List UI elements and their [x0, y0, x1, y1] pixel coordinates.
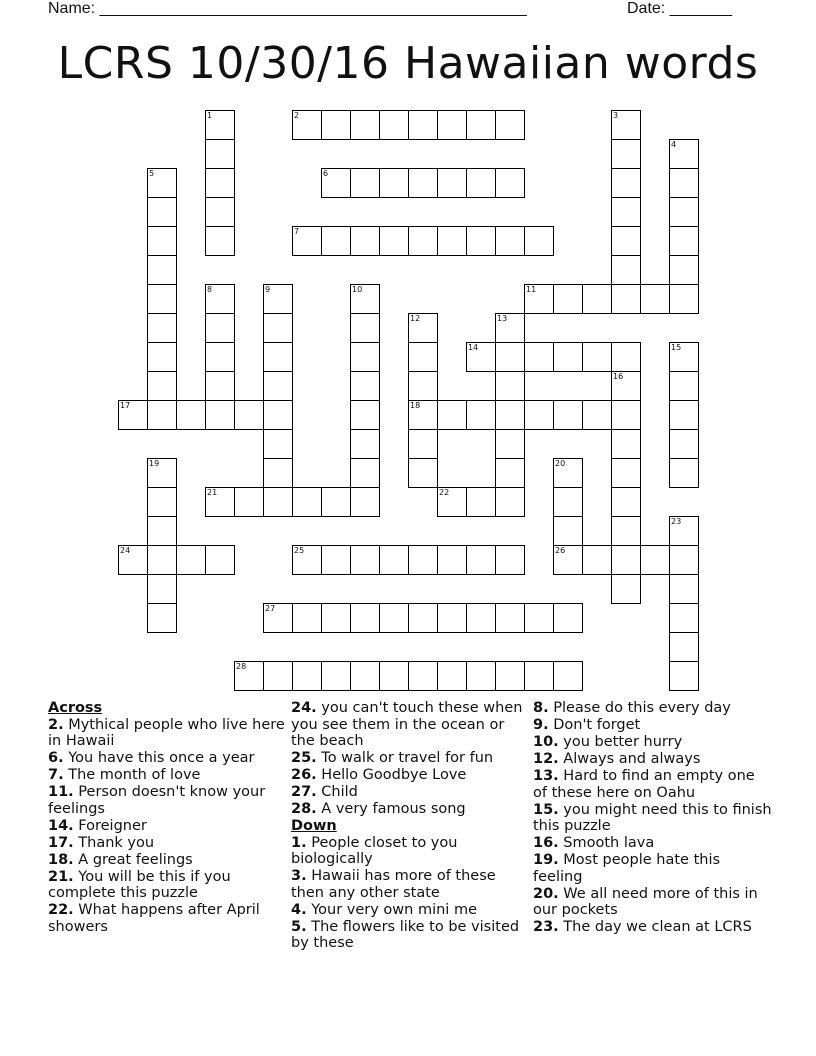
- clue-text: The month of love: [63, 767, 201, 783]
- clue-text: You will be this if you complete this puzzle: [48, 868, 231, 901]
- clue-item: [291, 767, 531, 784]
- clue-number: 5: [149, 169, 155, 178]
- grid-cell[interactable]: [321, 226, 351, 256]
- grid-cell[interactable]: [263, 342, 293, 372]
- grid-cell[interactable]: [263, 284, 293, 314]
- grid-cell[interactable]: [408, 545, 438, 575]
- grid-cell[interactable]: [611, 284, 641, 314]
- grid-cell[interactable]: [147, 400, 177, 430]
- grid-cell[interactable]: [437, 545, 467, 575]
- grid-cell[interactable]: [379, 226, 409, 256]
- clue-number-label: 25.: [291, 750, 317, 766]
- clue-number: 11: [526, 285, 537, 294]
- grid-cell[interactable]: [205, 284, 235, 314]
- grid-cell[interactable]: [292, 487, 322, 517]
- down-heading: Down: [291, 818, 337, 834]
- grid-cell[interactable]: [640, 284, 670, 314]
- grid-cell[interactable]: [582, 342, 612, 372]
- clue-text: You have this once a year: [63, 750, 255, 766]
- clue-number: 10: [352, 285, 363, 294]
- grid-cell[interactable]: [553, 400, 583, 430]
- grid-cell[interactable]: [350, 429, 380, 459]
- clue-item: [48, 717, 288, 750]
- clue-number: 13: [497, 314, 508, 323]
- grid-cell[interactable]: [669, 255, 699, 285]
- grid-cell[interactable]: [350, 487, 380, 517]
- grid-cell[interactable]: [669, 168, 699, 198]
- clue-item: [533, 886, 773, 919]
- grid-cell[interactable]: [553, 545, 583, 575]
- clue-item: [291, 902, 531, 919]
- grid-cell[interactable]: [669, 226, 699, 256]
- grid-cell[interactable]: [350, 313, 380, 343]
- clue-number: 24: [120, 546, 131, 555]
- grid-cell[interactable]: [669, 197, 699, 227]
- grid-cell[interactable]: [437, 400, 467, 430]
- clue-number: 3: [613, 111, 619, 120]
- grid-cell[interactable]: [292, 545, 322, 575]
- clue-item: [48, 750, 288, 767]
- grid-cell[interactable]: [553, 284, 583, 314]
- grid-cell[interactable]: [495, 400, 525, 430]
- grid-cell[interactable]: [263, 661, 293, 691]
- grid-cell[interactable]: [611, 545, 641, 575]
- clue-text: Hello Goodbye Love: [316, 767, 467, 783]
- grid-cell[interactable]: [524, 342, 554, 372]
- clue-text: Hawaii has more of these then any other state: [291, 868, 496, 901]
- grid-cell[interactable]: [495, 371, 525, 401]
- grid-cell[interactable]: [582, 545, 612, 575]
- clue-number: 4: [671, 140, 677, 149]
- grid-cell[interactable]: [147, 226, 177, 256]
- grid-cell[interactable]: [408, 661, 438, 691]
- grid-cell[interactable]: [234, 400, 264, 430]
- clue-number: 6: [323, 169, 329, 178]
- clue-number: 2: [294, 111, 300, 120]
- grid-cell[interactable]: [611, 516, 641, 546]
- grid-cell[interactable]: [408, 429, 438, 459]
- clue-number: 21: [207, 488, 218, 497]
- clue-number: 8: [207, 285, 213, 294]
- grid-cell[interactable]: [553, 487, 583, 517]
- grid-cell[interactable]: [350, 342, 380, 372]
- grid-cell[interactable]: [611, 487, 641, 517]
- grid-cell[interactable]: [147, 574, 177, 604]
- clue-item: [533, 700, 773, 717]
- grid-cell[interactable]: [466, 168, 496, 198]
- grid-cell[interactable]: [350, 458, 380, 488]
- grid-cell[interactable]: [263, 429, 293, 459]
- grid-cell[interactable]: [350, 226, 380, 256]
- grid-cell[interactable]: [408, 342, 438, 372]
- grid-cell[interactable]: [437, 661, 467, 691]
- grid-cell[interactable]: [321, 168, 351, 198]
- grid-cell[interactable]: [118, 545, 148, 575]
- clue-text: To walk or travel for fun: [316, 750, 494, 766]
- clue-text: Smooth lava: [558, 835, 655, 851]
- clue-text: A very famous song: [316, 801, 466, 817]
- grid-cell[interactable]: [147, 197, 177, 227]
- grid-cell[interactable]: [495, 168, 525, 198]
- grid-cell[interactable]: [176, 545, 206, 575]
- across-clues-column-1: [48, 700, 288, 936]
- clue-item: [533, 734, 773, 751]
- clue-number-label: 24.: [291, 700, 317, 716]
- clue-number-label: 5.: [291, 918, 307, 935]
- grid-cell[interactable]: [495, 458, 525, 488]
- grid-cell[interactable]: [466, 661, 496, 691]
- grid-cell[interactable]: [379, 168, 409, 198]
- grid-cell[interactable]: [437, 226, 467, 256]
- clue-number-label: 10.: [533, 734, 559, 750]
- grid-cell[interactable]: [350, 284, 380, 314]
- grid-cell[interactable]: [669, 139, 699, 169]
- grid-cell[interactable]: [350, 603, 380, 633]
- grid-cell[interactable]: [466, 226, 496, 256]
- grid-cell[interactable]: [263, 313, 293, 343]
- grid-cell[interactable]: [147, 284, 177, 314]
- clue-number: 19: [149, 459, 160, 468]
- grid-cell[interactable]: [350, 110, 380, 140]
- clue-text: Child: [316, 784, 358, 800]
- grid-cell[interactable]: [205, 110, 235, 140]
- clue-item: [291, 835, 531, 868]
- clue-number-label: 28.: [291, 801, 317, 817]
- clue-item: [291, 700, 531, 750]
- clue-item: [48, 767, 288, 784]
- grid-cell[interactable]: [611, 226, 641, 256]
- grid-cell[interactable]: [553, 458, 583, 488]
- clue-item: [533, 919, 773, 936]
- grid-cell[interactable]: [408, 110, 438, 140]
- grid-cell[interactable]: [669, 400, 699, 430]
- grid-cell[interactable]: [379, 603, 409, 633]
- grid-cell[interactable]: [205, 168, 235, 198]
- clue-text: Foreigner: [73, 817, 147, 834]
- grid-cell[interactable]: [495, 545, 525, 575]
- grid-cell[interactable]: [611, 458, 641, 488]
- clue-text: Always and always: [558, 751, 701, 767]
- grid-cell[interactable]: [669, 661, 699, 691]
- clue-number: 26: [555, 546, 566, 555]
- grid-cell[interactable]: [234, 487, 264, 517]
- clue-number-label: 12.: [533, 751, 559, 767]
- clue-number: 9: [265, 285, 271, 294]
- clue-text: A great feelings: [73, 851, 193, 868]
- grid-cell[interactable]: [205, 545, 235, 575]
- grid-cell[interactable]: [292, 603, 322, 633]
- clue-item: [48, 852, 288, 869]
- grid-cell[interactable]: [176, 400, 206, 430]
- grid-cell[interactable]: [350, 661, 380, 691]
- clue-item: [48, 818, 288, 835]
- grid-cell[interactable]: [321, 661, 351, 691]
- grid-cell[interactable]: [582, 400, 612, 430]
- clue-number: 18: [410, 401, 421, 410]
- clue-text: Hard to find an empty one of these here on Oahu: [533, 768, 755, 801]
- across-heading: Across: [48, 700, 103, 716]
- grid-cell[interactable]: [408, 168, 438, 198]
- clue-number-label: 3.: [291, 868, 307, 884]
- date-line: Date: _______: [627, 0, 732, 17]
- clue-text: The flowers like to be visited by these: [291, 918, 520, 951]
- clue-number-label: 6.: [48, 750, 64, 766]
- clue-text: What happens after April showers: [48, 902, 260, 935]
- grid-cell[interactable]: [205, 313, 235, 343]
- grid-cell[interactable]: [553, 603, 583, 633]
- grid-cell[interactable]: [669, 603, 699, 633]
- down-clues-column-3: [533, 700, 773, 936]
- clue-number: 16: [613, 372, 624, 381]
- clue-number: 1: [207, 111, 213, 120]
- grid-cell[interactable]: [524, 284, 554, 314]
- grid-cell[interactable]: [669, 632, 699, 662]
- grid-cell[interactable]: [611, 429, 641, 459]
- grid-cell[interactable]: [205, 226, 235, 256]
- grid-cell[interactable]: [611, 139, 641, 169]
- clue-number-label: 22.: [48, 902, 74, 918]
- grid-cell[interactable]: [263, 400, 293, 430]
- grid-cell[interactable]: [466, 545, 496, 575]
- clue-number: 25: [294, 546, 305, 555]
- clue-number-label: 18.: [48, 851, 74, 868]
- grid-cell[interactable]: [408, 603, 438, 633]
- clue-item: [48, 835, 288, 852]
- grid-cell[interactable]: [408, 400, 438, 430]
- grid-cell[interactable]: [205, 342, 235, 372]
- grid-cell[interactable]: [669, 545, 699, 575]
- grid-cell[interactable]: [495, 429, 525, 459]
- clue-number-label: 17.: [48, 834, 74, 851]
- clue-item: [291, 919, 531, 952]
- clue-item: [533, 768, 773, 801]
- grid-cell[interactable]: [350, 545, 380, 575]
- grid-cell[interactable]: [611, 255, 641, 285]
- clue-text: you better hurry: [558, 734, 683, 750]
- grid-cell[interactable]: [611, 168, 641, 198]
- grid-cell[interactable]: [466, 342, 496, 372]
- grid-cell[interactable]: [408, 226, 438, 256]
- grid-cell[interactable]: [669, 371, 699, 401]
- grid-cell[interactable]: [582, 284, 612, 314]
- grid-cell[interactable]: [350, 400, 380, 430]
- clue-number: 22: [439, 488, 450, 497]
- grid-cell[interactable]: [669, 574, 699, 604]
- grid-cell[interactable]: [437, 603, 467, 633]
- clue-number-label: 21.: [48, 868, 74, 885]
- clue-item: [48, 869, 288, 902]
- clue-number-label: 8.: [533, 700, 549, 716]
- clue-text: you might need this to finish this puzzle: [533, 801, 772, 834]
- grid-cell[interactable]: [379, 545, 409, 575]
- clue-text: Most people hate this feeling: [533, 852, 721, 885]
- grid-cell[interactable]: [553, 342, 583, 372]
- grid-cell[interactable]: [669, 342, 699, 372]
- grid-cell[interactable]: [147, 371, 177, 401]
- grid-cell[interactable]: [408, 458, 438, 488]
- clue-number-label: 2.: [48, 716, 64, 733]
- grid-cell[interactable]: [495, 342, 525, 372]
- grid-cell[interactable]: [321, 487, 351, 517]
- clue-number: 17: [120, 401, 131, 410]
- grid-cell[interactable]: [350, 168, 380, 198]
- clue-text: The day we clean at LCRS: [558, 919, 752, 935]
- name-line: Name: ________________________________________________: [48, 0, 527, 17]
- clue-number: 28: [236, 662, 247, 671]
- grid-cell[interactable]: [147, 168, 177, 198]
- clue-number: 15: [671, 343, 682, 352]
- grid-cell[interactable]: [292, 226, 322, 256]
- clue-number-label: 11.: [48, 784, 74, 800]
- grid-cell[interactable]: [205, 139, 235, 169]
- grid-cell[interactable]: [263, 487, 293, 517]
- grid-cell[interactable]: [524, 661, 554, 691]
- clue-number: 7: [294, 227, 300, 236]
- grid-cell[interactable]: [669, 458, 699, 488]
- clue-number: 14: [468, 343, 479, 352]
- clue-text: We all need more of this in our pockets: [533, 885, 758, 918]
- clue-number-label: 14.: [48, 817, 74, 834]
- grid-cell[interactable]: [263, 371, 293, 401]
- clue-number-label: 16.: [533, 835, 559, 851]
- clue-text: Mythical people who live here in Hawaii: [48, 716, 285, 749]
- grid-cell[interactable]: [466, 110, 496, 140]
- grid-cell[interactable]: [205, 487, 235, 517]
- clue-text: Don't forget: [548, 717, 641, 733]
- clue-item: [533, 751, 773, 768]
- clue-item: [291, 801, 531, 818]
- grid-cell[interactable]: [466, 487, 496, 517]
- grid-cell[interactable]: [147, 487, 177, 517]
- clue-number-label: 4.: [291, 901, 307, 918]
- clue-number: 27: [265, 604, 276, 613]
- clue-number-label: 26.: [291, 767, 317, 783]
- clue-item: [533, 802, 773, 835]
- grid-cell[interactable]: [147, 603, 177, 633]
- grid-cell[interactable]: [611, 371, 641, 401]
- grid-cell[interactable]: [205, 400, 235, 430]
- clue-number-label: 13.: [533, 768, 559, 784]
- grid-cell[interactable]: [669, 284, 699, 314]
- grid-cell[interactable]: [263, 603, 293, 633]
- clue-number-label: 20.: [533, 885, 559, 902]
- clue-number-label: 9.: [533, 717, 549, 733]
- clue-number-label: 15.: [533, 801, 559, 818]
- clue-number-label: 23.: [533, 919, 559, 935]
- grid-cell[interactable]: [495, 661, 525, 691]
- grid-cell[interactable]: [321, 110, 351, 140]
- grid-cell[interactable]: [147, 255, 177, 285]
- grid-cell[interactable]: [466, 400, 496, 430]
- clue-text: Please do this every day: [548, 700, 731, 716]
- grid-cell[interactable]: [669, 516, 699, 546]
- grid-cell[interactable]: [321, 603, 351, 633]
- grid-cell[interactable]: [379, 661, 409, 691]
- grid-cell[interactable]: [495, 313, 525, 343]
- grid-cell[interactable]: [611, 342, 641, 372]
- grid-cell[interactable]: [611, 400, 641, 430]
- clue-item: [48, 784, 288, 817]
- grid-cell[interactable]: [495, 487, 525, 517]
- grid-cell[interactable]: [611, 574, 641, 604]
- grid-cell[interactable]: [611, 110, 641, 140]
- clue-item: [533, 835, 773, 852]
- grid-cell[interactable]: [292, 661, 322, 691]
- clue-number: 20: [555, 459, 566, 468]
- clue-text: you can't touch these when you see them in the ocean or the beach: [291, 700, 523, 749]
- clue-item: [48, 902, 288, 935]
- clue-number: 12: [410, 314, 421, 323]
- page-title: LCRS 10/30/16 Hawaiian words: [57, 38, 759, 89]
- clue-number: 23: [671, 517, 682, 526]
- grid-cell[interactable]: [466, 603, 496, 633]
- clue-number-label: 7.: [48, 767, 64, 783]
- grid-cell[interactable]: [495, 226, 525, 256]
- clue-number-label: 27.: [291, 784, 317, 800]
- grid-cell[interactable]: [147, 313, 177, 343]
- grid-cell[interactable]: [321, 545, 351, 575]
- grid-cell[interactable]: [118, 400, 148, 430]
- grid-cell[interactable]: [437, 487, 467, 517]
- clue-text: Thank you: [73, 834, 155, 851]
- clue-number-label: 1.: [291, 834, 307, 851]
- clue-item: [533, 717, 773, 734]
- grid-cell[interactable]: [408, 371, 438, 401]
- grid-cell[interactable]: [205, 197, 235, 227]
- grid-cell[interactable]: [640, 545, 670, 575]
- clue-item: [291, 784, 531, 801]
- clue-item: [291, 868, 531, 901]
- clue-text: Your very own mini me: [306, 901, 477, 918]
- grid-cell[interactable]: [611, 197, 641, 227]
- grid-cell[interactable]: [437, 110, 467, 140]
- grid-cell[interactable]: [669, 429, 699, 459]
- grid-cell[interactable]: [292, 110, 322, 140]
- grid-cell[interactable]: [524, 400, 554, 430]
- grid-cell[interactable]: [234, 661, 264, 691]
- clue-item: [291, 750, 531, 767]
- grid-cell[interactable]: [524, 603, 554, 633]
- grid-cell[interactable]: [495, 603, 525, 633]
- grid-cell[interactable]: [147, 516, 177, 546]
- grid-cell[interactable]: [437, 168, 467, 198]
- grid-cell[interactable]: [408, 313, 438, 343]
- grid-cell[interactable]: [553, 661, 583, 691]
- clue-text: People closet to you biologically: [291, 834, 458, 867]
- clue-item: [533, 852, 773, 885]
- grid-cell[interactable]: [147, 545, 177, 575]
- grid-cell[interactable]: [350, 371, 380, 401]
- grid-cell[interactable]: [147, 458, 177, 488]
- grid-cell[interactable]: [524, 226, 554, 256]
- grid-cell[interactable]: [205, 371, 235, 401]
- clue-number-label: 19.: [533, 852, 559, 868]
- grid-cell[interactable]: [147, 342, 177, 372]
- clue-text: Person doesn't know your feelings: [48, 784, 266, 817]
- grid-cell[interactable]: [495, 110, 525, 140]
- clues-column-2: [291, 700, 531, 952]
- grid-cell[interactable]: [553, 516, 583, 546]
- grid-cell[interactable]: [263, 458, 293, 488]
- grid-cell[interactable]: [379, 110, 409, 140]
